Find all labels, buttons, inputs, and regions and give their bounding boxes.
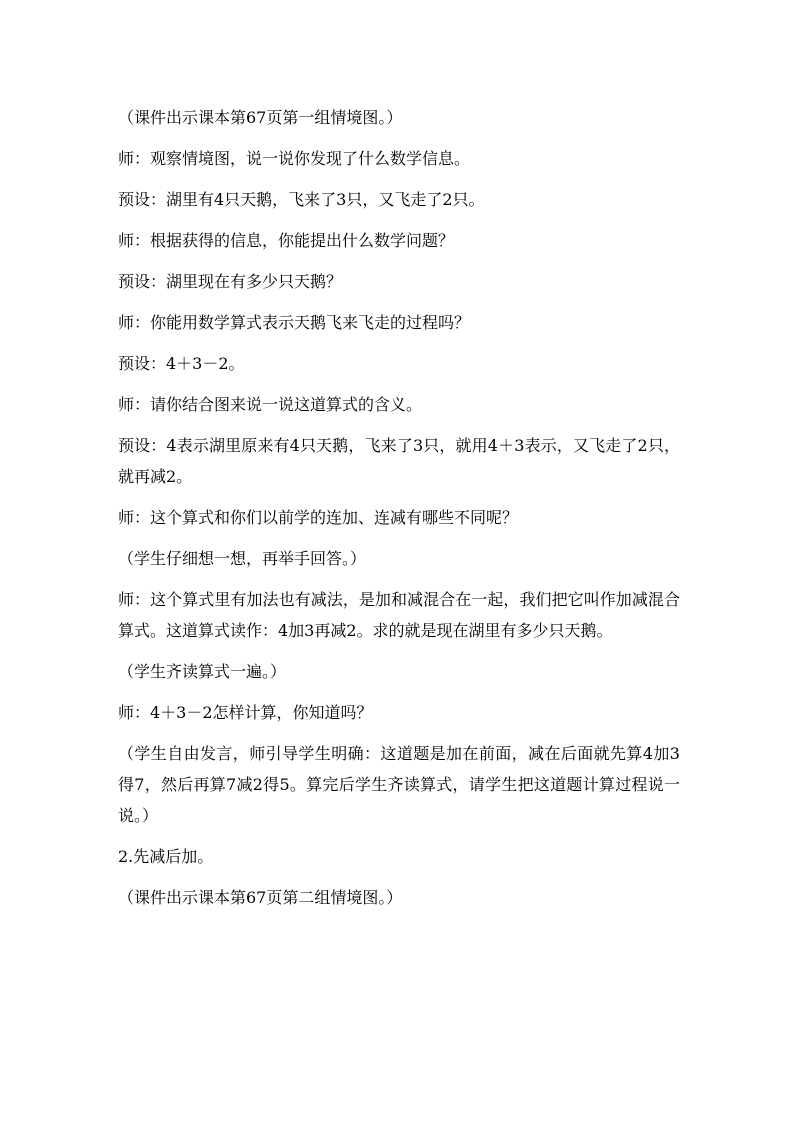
paragraph-teacher-calc: 师：4＋3－2怎样计算，你知道吗？	[118, 703, 373, 722]
paragraph-preset-question: 预设：湖里现在有多少只天鹅？	[118, 272, 343, 291]
paragraph-preset-meaning: 预设：4表示湖里原来有4只天鹅，飞来了3只，就用4＋3表示，又飞走了2只，就再减2。	[118, 436, 680, 486]
paragraph-student-read: （学生齐读算式一遍。）	[118, 662, 287, 681]
paragraph-teacher-question: 师：根据获得的信息，你能提出什么数学问题？	[118, 231, 455, 250]
paragraph-preset-info: 预设：湖里有4只天鹅，飞来了3只，又飞走了2只。	[118, 190, 485, 209]
section-heading-subtract-first: 2.先减后加。	[118, 847, 214, 866]
paragraph-student-think: （学生仔细想一想，再举手回答。）	[118, 549, 367, 568]
paragraph-teacher-observe: 师：观察情境图，说一说你发现了什么数学信息。	[118, 149, 471, 168]
paragraph-student-speak: （学生自由发言，师引导学生明确：这道题是加在前面，减在后面就先算4加3得7，然后再算7减2得5。算完后学生齐读算式，请学生把这道题计算过程说一说。）	[118, 744, 680, 825]
document-body	[118, 102, 680, 923]
paragraph-courseware-2: （课件出示课本第67页第二组情境图。）	[118, 888, 403, 907]
paragraph-teacher-formula: 师：你能用数学算式表示天鹅飞来飞走的过程吗？	[118, 313, 471, 332]
paragraph-preset-formula: 预设：4＋3－2。	[118, 354, 245, 373]
paragraph-teacher-meaning: 师：请你结合图来说一说这道算式的含义。	[118, 395, 423, 414]
paragraph-teacher-mixed: 师：这个算式里有加法也有减法，是加和减混合在一起，我们把它叫作加减混合算式。这道算式读作：4加3再减2。求的就是现在湖里有多少只天鹅。	[118, 590, 680, 640]
paragraph-courseware-1: （课件出示课本第67页第一组情境图。）	[118, 108, 403, 127]
paragraph-teacher-difference: 师：这个算式和你们以前学的连加、连减有哪些不同呢？	[118, 508, 519, 527]
